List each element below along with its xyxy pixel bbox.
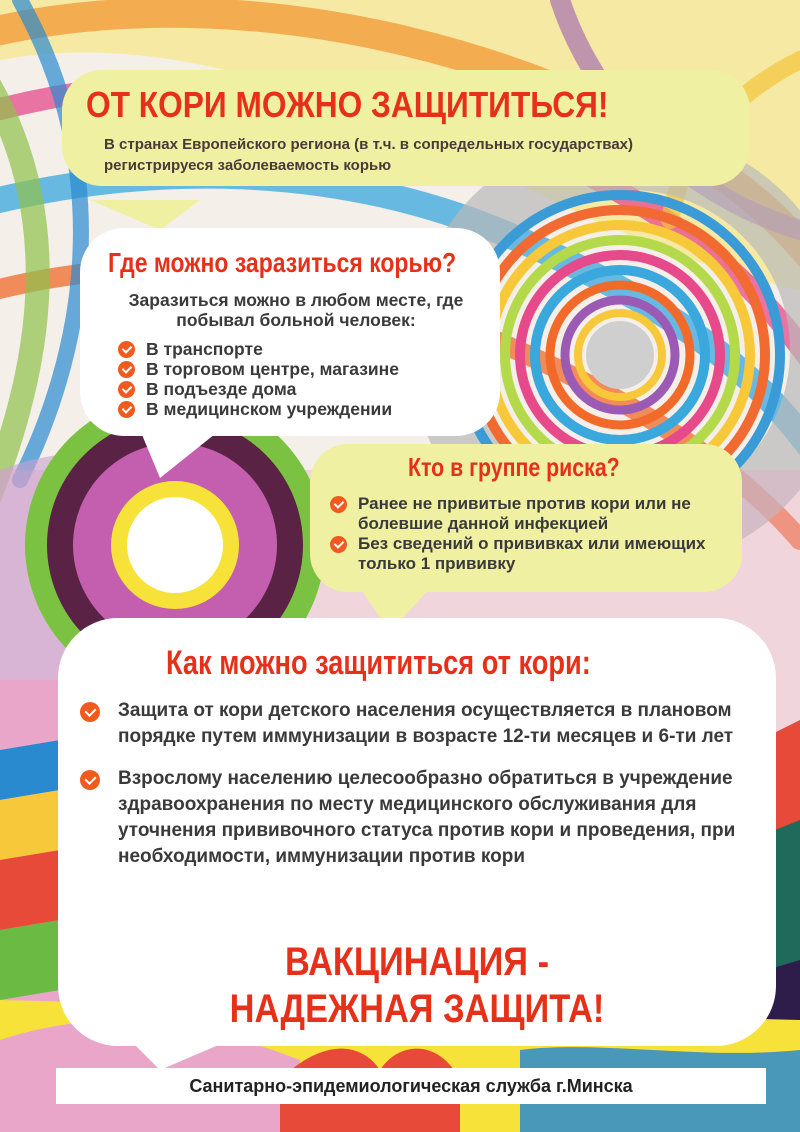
where-intro: Заразиться можно в любом месте, где побывал больной человек:	[128, 290, 464, 330]
slogan-line-2: НАДЕЖНАЯ ЗАЩИТА!	[229, 987, 605, 1031]
check-circle-icon	[80, 770, 100, 790]
check-circle-icon	[118, 361, 135, 378]
list-item	[330, 534, 734, 574]
list-item	[118, 339, 399, 359]
risk-title: Кто в группе риска?	[408, 452, 620, 482]
check-circle-icon	[80, 702, 100, 722]
protect-list	[80, 698, 760, 886]
protect-title: Как можно защититься от кори:	[166, 644, 591, 682]
check-circle-icon	[118, 401, 135, 418]
list-item	[118, 379, 399, 399]
list-item	[80, 698, 760, 750]
list-item	[118, 359, 399, 379]
list-item-text: Защита от кори детского населения осуществляется в плановом порядке путем иммунизации в возрасте 12-ти месяцев и 6-ти лет	[118, 700, 734, 747]
check-circle-icon	[118, 341, 135, 358]
poster-headline: ОТ КОРИ МОЖНО ЗАЩИТИТЬСЯ!	[86, 84, 609, 125]
footer-text: Санитарно-эпидемиологическая служба г.Минска	[189, 1076, 633, 1096]
footer-banner	[56, 1068, 766, 1104]
slogan-line-1: ВАКЦИНАЦИЯ -	[284, 940, 550, 984]
list-item	[80, 766, 760, 870]
check-circle-icon	[118, 381, 135, 398]
list-item	[330, 494, 734, 534]
where-title: Где можно заразиться корью?	[108, 247, 457, 278]
list-item-text: В торговом центре, магазине	[146, 359, 399, 379]
list-item-text: Ранее не привитые против кори или не болевшие данной инфекцией	[358, 494, 691, 533]
risk-list	[330, 494, 734, 574]
check-circle-icon	[330, 536, 347, 553]
check-circle-icon	[330, 496, 347, 513]
list-item-text: Без сведений о прививках или имеющих только 1 прививку	[358, 534, 706, 573]
list-item	[118, 399, 399, 419]
list-item-text: В медицинском учреждении	[146, 399, 393, 419]
list-item-text: В подъезде дома	[146, 379, 297, 399]
list-item-text: Взрослому населению целесообразно обратиться в учреждение здравоохранения по месту медицинского обслуживания для уточнения прививочного статуса против кори и проведения, при необходимости, иммунизации против кори	[118, 768, 736, 867]
poster-subtitle: В странах Европейского региона (в т.ч. в сопредельных государствах) регистрируеся заболеваемость корью	[104, 136, 633, 174]
list-item-text: В транспорте	[146, 339, 263, 359]
where-list	[118, 339, 399, 419]
